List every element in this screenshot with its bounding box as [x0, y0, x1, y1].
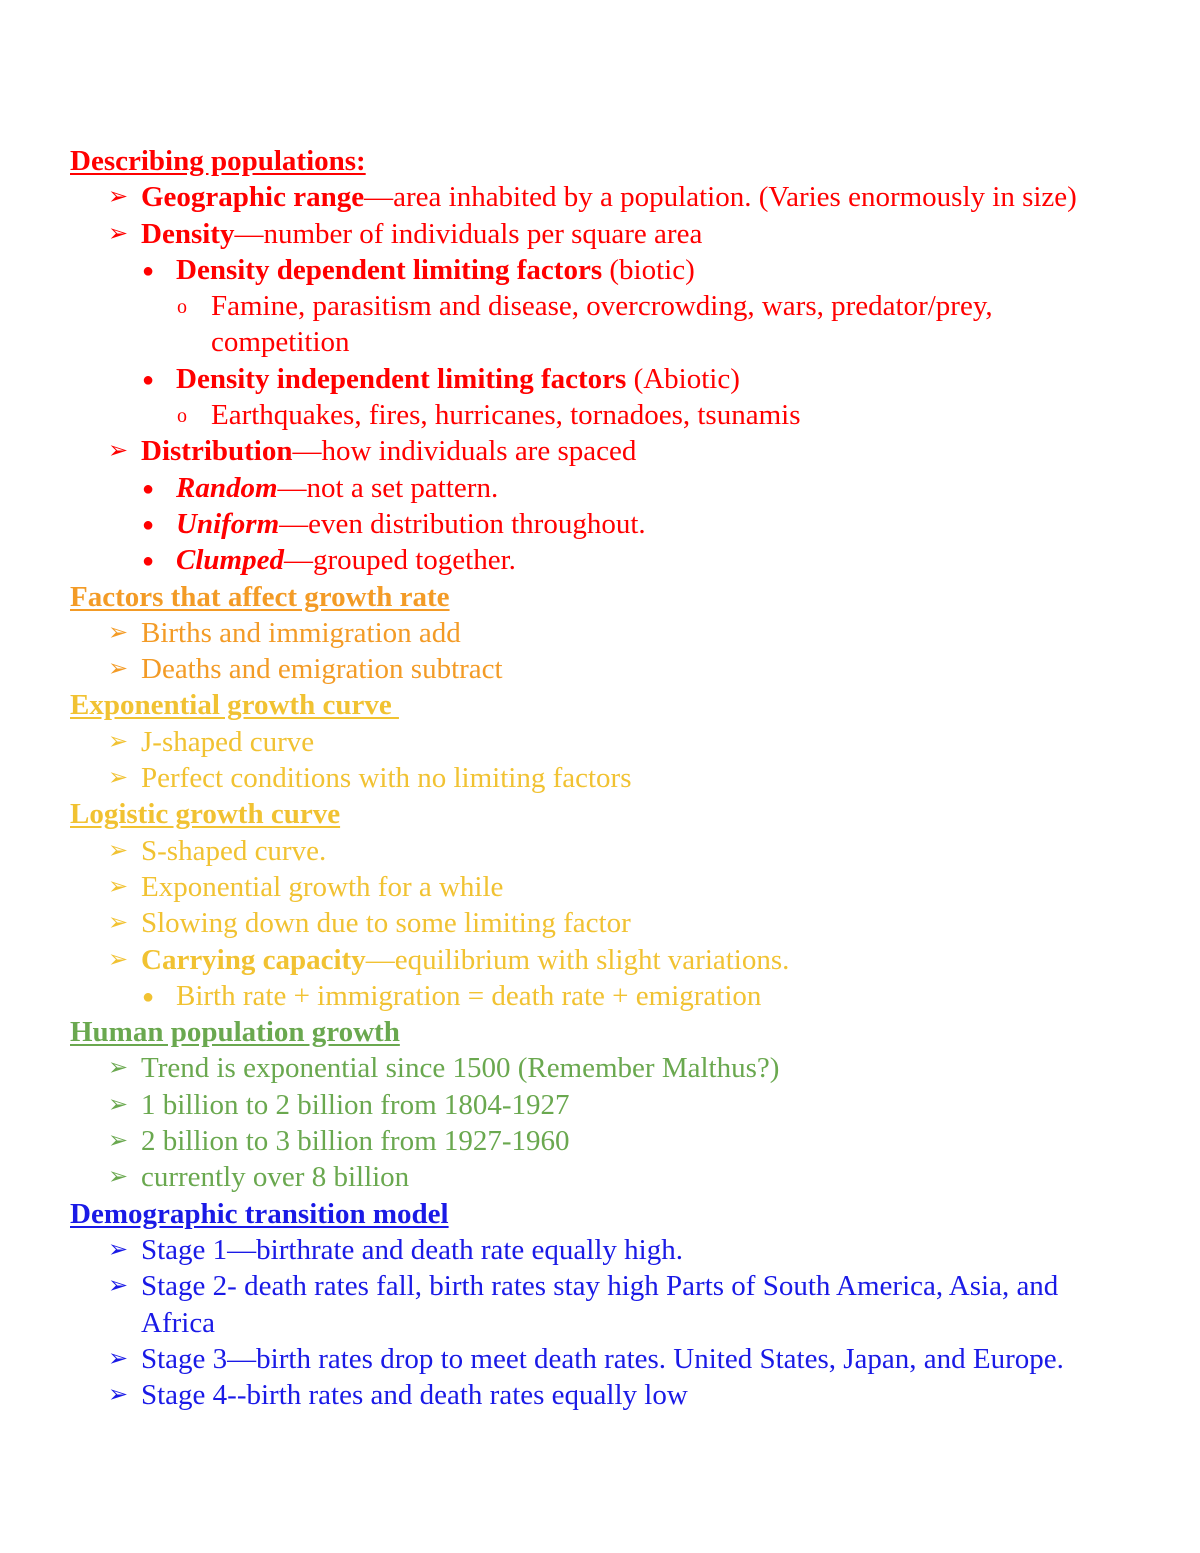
item-text: Stage 2- death rates fall, birth rates stay high Parts of South America, Asia, and Africa — [141, 1270, 1059, 1339]
list-item — [70, 397, 1130, 433]
item-text: J-shaped curve — [141, 725, 315, 758]
arrowhead-bullet-icon: ➢ — [108, 1164, 129, 1191]
section-logistic-growth — [70, 796, 1130, 1014]
list-item — [70, 179, 1130, 215]
arrowhead-bullet-icon: ➢ — [108, 438, 129, 465]
bullet-list — [70, 1232, 1130, 1413]
definition: —grouped together. — [283, 544, 516, 577]
list-item — [70, 942, 1130, 978]
list-item — [70, 470, 1130, 506]
filled-circle-bullet-icon: ● — [142, 550, 155, 573]
item-text: Trend is exponential since 1500 (Remember Malthus?) — [141, 1052, 780, 1085]
section-growth-factors — [70, 579, 1130, 688]
term: Density independent limiting factors — [176, 362, 627, 395]
filled-circle-bullet-icon: ● — [142, 477, 155, 500]
item-text: Exponential growth for a while — [141, 870, 504, 903]
bullet-list — [70, 252, 1130, 288]
term: Distribution — [141, 435, 293, 468]
filled-circle-bullet-icon: ● — [142, 513, 155, 536]
section-heading: Demographic transition model — [70, 1197, 449, 1230]
list-item — [70, 1232, 1130, 1268]
filled-circle-bullet-icon: ● — [142, 985, 155, 1008]
arrowhead-bullet-icon: ➢ — [108, 728, 129, 755]
filled-circle-bullet-icon: ● — [142, 368, 155, 391]
definition: —how individuals are spaced — [292, 435, 637, 468]
arrowhead-bullet-icon: ➢ — [108, 619, 129, 646]
item-text: 1 billion to 2 billion from 1804-1927 — [141, 1088, 570, 1121]
bullet-list — [70, 1050, 1130, 1195]
arrowhead-bullet-icon: ➢ — [108, 946, 129, 973]
list-item — [70, 833, 1130, 869]
item-text: currently over 8 billion — [141, 1161, 410, 1194]
arrowhead-bullet-icon: ➢ — [108, 910, 129, 937]
list-item — [70, 1268, 1130, 1341]
list-item — [70, 361, 1130, 397]
filled-circle-bullet-icon: ● — [142, 259, 155, 282]
term: Random — [176, 471, 278, 504]
arrowhead-bullet-icon: ➢ — [108, 1273, 129, 1300]
section-human-population — [70, 1014, 1130, 1195]
list-item — [70, 905, 1130, 941]
list-item — [70, 615, 1130, 651]
section-exponential-growth — [70, 687, 1130, 796]
list-item — [70, 288, 1130, 361]
bullet-list — [70, 724, 1130, 797]
definition: (biotic) — [602, 253, 695, 286]
list-item — [70, 724, 1130, 760]
arrowhead-bullet-icon: ➢ — [108, 765, 129, 792]
definition: —area inhabited by a population. (Varies enormously in size) — [364, 181, 1077, 214]
term: Density dependent limiting factors — [176, 253, 603, 286]
section-heading: Logistic growth curve — [70, 798, 341, 831]
arrowhead-bullet-icon: ➢ — [108, 1128, 129, 1155]
notes-body — [70, 143, 1130, 1413]
bullet-list — [70, 978, 1130, 1014]
bullet-list — [70, 615, 1130, 688]
list-item — [70, 1123, 1130, 1159]
item-text: Slowing down due to some limiting factor — [141, 907, 631, 940]
hollow-circle-bullet-icon: o — [177, 405, 187, 428]
section-heading: Human population growth — [70, 1016, 400, 1049]
item-text: Births and immigration add — [141, 616, 461, 649]
list-item — [70, 1087, 1130, 1123]
hollow-circle-bullet-icon: o — [177, 296, 187, 319]
bullet-list — [70, 179, 1130, 252]
list-item — [70, 1159, 1130, 1195]
bullet-list — [70, 433, 1130, 469]
item-text: Stage 4--birth rates and death rates equally low — [141, 1379, 688, 1412]
item-text: Famine, parasitism and disease, overcrowding, wars, predator/prey, competition — [211, 290, 993, 359]
arrowhead-bullet-icon: ➢ — [108, 1091, 129, 1118]
item-text: Earthquakes, fires, hurricanes, tornadoes, tsunamis — [211, 399, 801, 432]
section-describing-populations — [70, 143, 1130, 579]
list-item — [70, 433, 1130, 469]
bullet-list — [70, 361, 1130, 397]
bullet-list — [70, 397, 1130, 433]
term: Geographic range — [141, 181, 365, 214]
definition: —number of individuals per square area — [234, 217, 703, 250]
item-text: Birth rate + immigration = death rate + emigration — [176, 979, 762, 1012]
definition: —equilibrium with slight variations. — [365, 943, 790, 976]
term: Carrying capacity — [141, 943, 366, 976]
item-text: Deaths and emigration subtract — [141, 653, 503, 686]
bullet-list — [70, 470, 1130, 579]
list-item — [70, 651, 1130, 687]
list-item — [70, 1377, 1130, 1413]
arrowhead-bullet-icon: ➢ — [108, 873, 129, 900]
item-text: S-shaped curve. — [141, 834, 327, 867]
term: Uniform — [176, 507, 280, 540]
definition: (Abiotic) — [626, 362, 740, 395]
item-text: Perfect conditions with no limiting factors — [141, 762, 632, 795]
term: Clumped — [176, 544, 284, 577]
item-text: Stage 3—birth rates drop to meet death rates. United States, Japan, and Europe. — [141, 1342, 1064, 1375]
arrowhead-bullet-icon: ➢ — [108, 656, 129, 683]
arrowhead-bullet-icon: ➢ — [108, 1345, 129, 1372]
list-item — [70, 542, 1130, 578]
list-item — [70, 869, 1130, 905]
section-heading: Exponential growth curve — [70, 689, 399, 722]
item-text: Stage 1—birthrate and death rate equally high. — [141, 1233, 683, 1266]
arrowhead-bullet-icon: ➢ — [108, 837, 129, 864]
bullet-list — [70, 833, 1130, 978]
arrowhead-bullet-icon: ➢ — [108, 1382, 129, 1409]
list-item — [70, 760, 1130, 796]
list-item — [70, 1050, 1130, 1086]
arrowhead-bullet-icon: ➢ — [108, 184, 129, 211]
definition: —even distribution throughout. — [279, 507, 646, 540]
list-item — [70, 978, 1130, 1014]
section-demographic-transition — [70, 1196, 1130, 1414]
list-item — [70, 216, 1130, 252]
item-text: 2 billion to 3 billion from 1927-1960 — [141, 1125, 570, 1158]
section-heading: Describing populations: — [70, 145, 366, 177]
arrowhead-bullet-icon: ➢ — [108, 1055, 129, 1082]
arrowhead-bullet-icon: ➢ — [108, 220, 129, 247]
definition: —not a set pattern. — [277, 471, 499, 504]
bullet-list — [70, 288, 1130, 361]
arrowhead-bullet-icon: ➢ — [108, 1236, 129, 1263]
list-item — [70, 1341, 1130, 1377]
list-item — [70, 252, 1130, 288]
term: Density — [141, 217, 235, 250]
section-heading: Factors that affect growth rate — [70, 580, 450, 613]
list-item — [70, 506, 1130, 542]
